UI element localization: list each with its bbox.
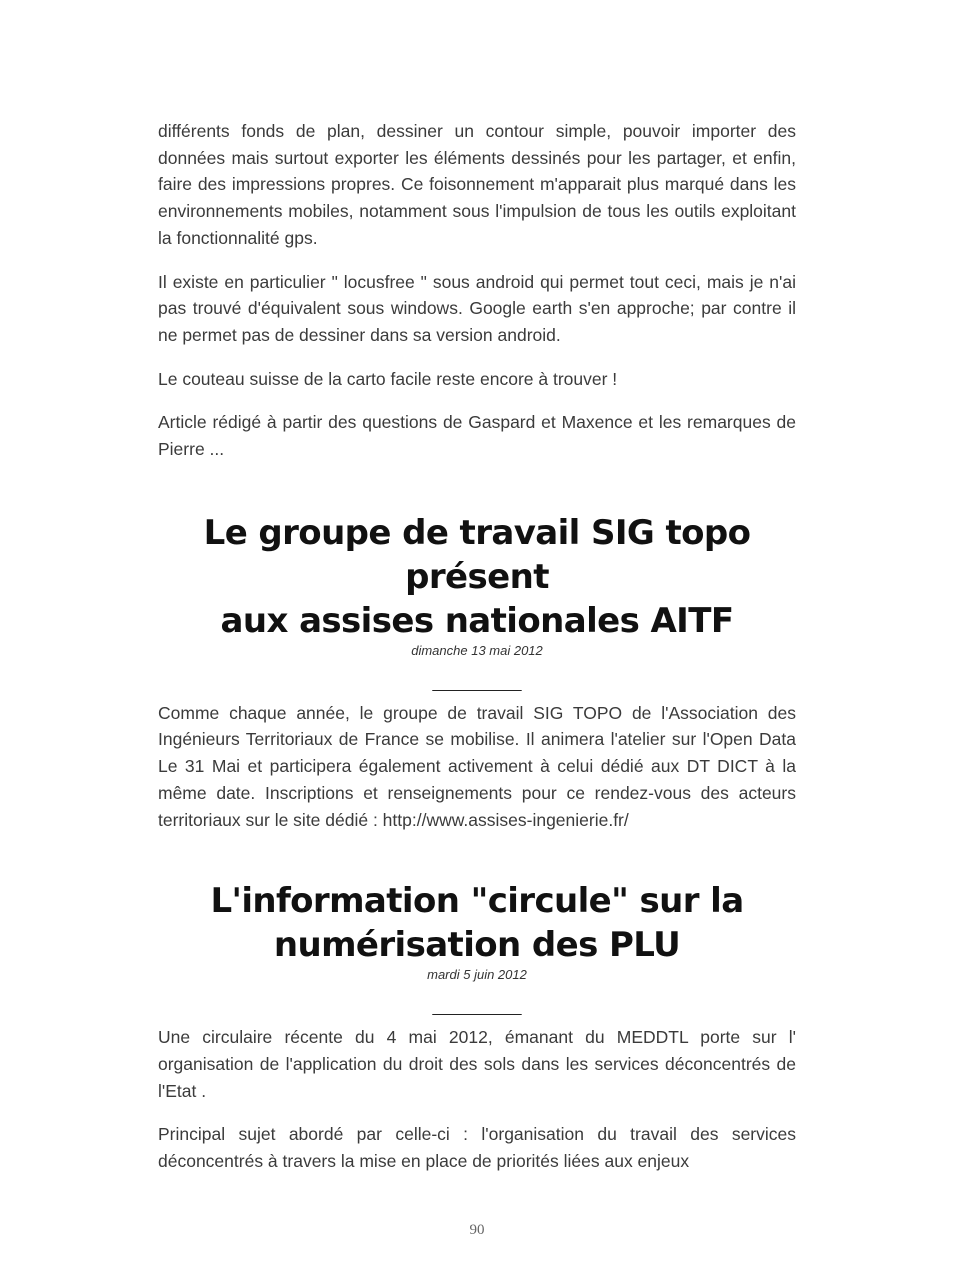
article-date: mardi 5 juin 2012	[427, 967, 527, 983]
article-title-line: numérisation des PLU	[273, 925, 681, 966]
article-aitf	[158, 511, 796, 834]
article-date: dimanche 13 mai 2012	[411, 642, 543, 658]
page-number: 90	[469, 1222, 485, 1238]
intro-paragraph: Article rédigé à partir des questions de Gaspard et Maxence et les remarques de Pierre ...	[158, 412, 796, 460]
intro-section	[158, 118, 796, 463]
intro-paragraph: Il existe en particulier " locusfree " sous android qui permet tout ceci, mais je n'ai pas trouvé d'équivalent sous windows. Google earth s'en approche; par contre il ne permet pas de dessiner dans sa version android.	[158, 271, 796, 345]
intro-paragraph: différents fonds de plan, dessiner un contour simple, pouvoir importer des données mais surtout exporter les éléments dessinés pour les partager, et enfin, faire des impressions propres. Ce foisonnement m'apparait plus marqué dans les environnements mobiles, notamment sous l'impulsion de tous les outils exploitant la fonctionnalité gps.	[158, 121, 796, 248]
article-title-line: Le groupe de travail SIG topo présent	[203, 512, 751, 597]
article-paragraph: Une circulaire récente du 4 mai 2012, émanant du MEDDTL porte sur l' organisation de l'application du droit des sols dans les services déconcentrés de l'Etat .	[158, 1027, 796, 1101]
article-plu	[158, 879, 796, 1175]
page-content	[158, 118, 796, 1192]
intro-paragraph: Le couteau suisse de la carto facile reste encore à trouver !	[158, 368, 618, 389]
article-title-line: L'information "circule" sur la	[210, 881, 744, 922]
article-title-line: aux assises nationales AITF	[220, 600, 734, 641]
article-separator: __________	[432, 999, 522, 1017]
article-paragraph: Comme chaque année, le groupe de travail SIG TOPO de l'Association des Ingénieurs Territoriaux de France se mobilise. Il animera l'atelier sur l'Open Data Le 31 Mai et participera également activement à celui dédié aux DT DICT à la même date. Inscriptions et renseignements pour ce rendez-vous des acteurs territoriaux sur le site dédié : http://www.assises-ingenierie.fr/	[158, 702, 796, 830]
article-title	[158, 879, 796, 967]
article-paragraph: Principal sujet abordé par celle-ci : l'organisation du travail des services déconcentrés à travers la mise en place de priorités liées aux enjeux	[158, 1124, 796, 1172]
article-separator: __________	[432, 674, 522, 692]
article-title	[158, 511, 796, 643]
